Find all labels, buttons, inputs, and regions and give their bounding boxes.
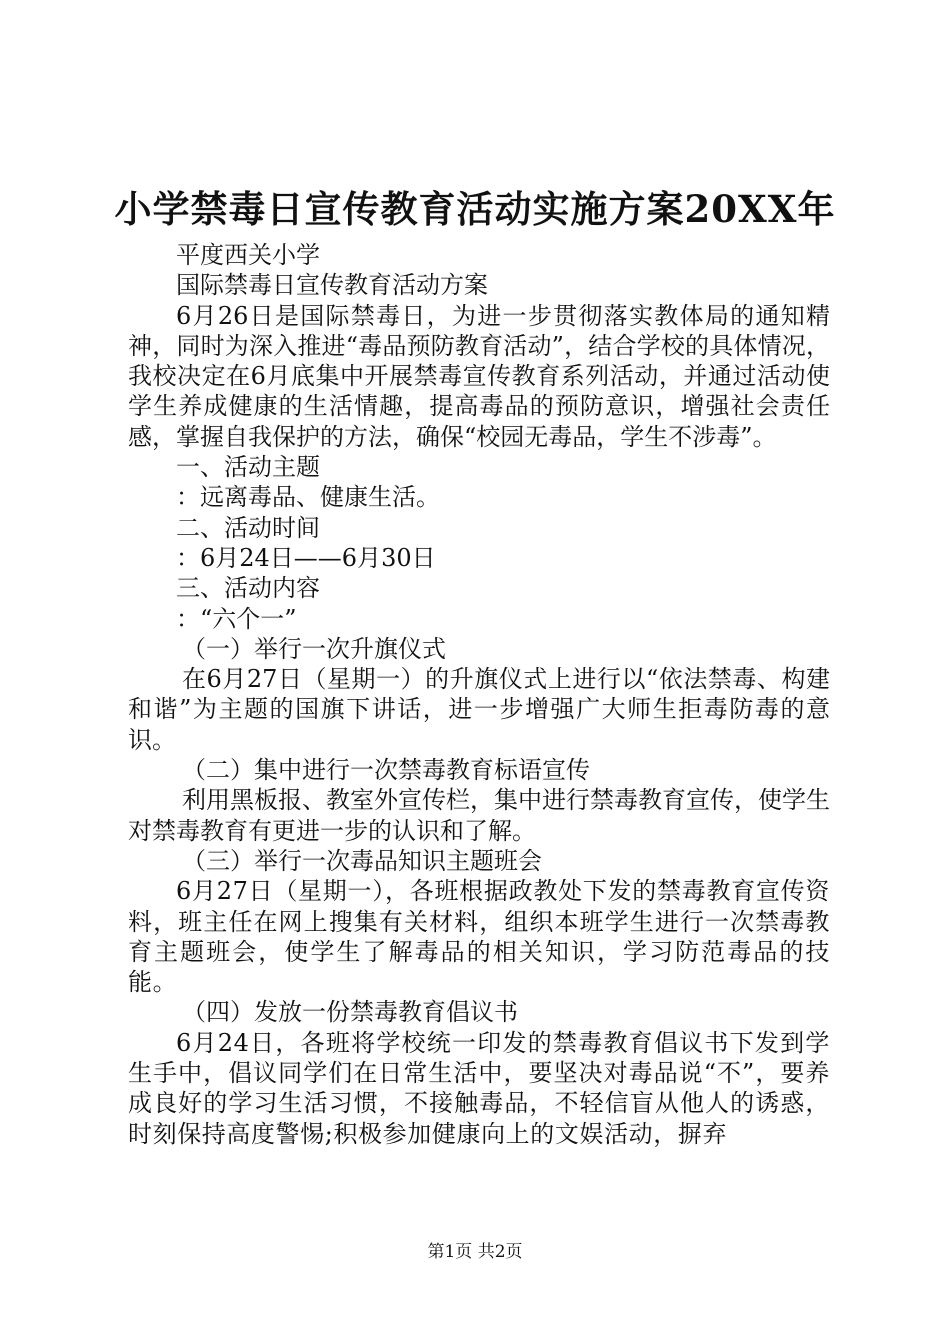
section-text-time: ：6月24日——6月30日 [176, 543, 436, 572]
page-footer: 第1页 共2页 [427, 1242, 523, 1262]
activity-heading-3: （三）举行一次毒品知识主题班会 [182, 846, 542, 875]
activity-heading-1: （一）举行一次升旗仪式 [182, 634, 446, 663]
section-text-content: ：“六个一” [176, 604, 297, 633]
section-heading-time: 二、活动时间 [176, 513, 320, 542]
section-text-theme: ：远离毒品、健康生活。 [176, 483, 440, 512]
section-heading-content: 三、活动内容 [176, 574, 320, 603]
section-heading-theme: 一、活动主题 [176, 453, 320, 482]
activity-text-2: 利用黑板报、教室外宣传栏，集中进行禁毒教育宣传，使学生对禁毒教育有更进一步的认识和了解。 [128, 786, 830, 845]
intro-paragraph: 6月26日是国际禁毒日，为进一步贯彻落实教体局的通知精神，同时为深入推进“毒品预防教育活动”，结合学校的具体情况，我校决定在6月底集中开展禁毒宣传教育系列活动，并通过活动使学生养成健康的生活情趣，提高毒品的预防意识，增强社会责任感，掌握自我保护的方法，确保“校园无毒品，学生不涉毒”。 [128, 301, 830, 451]
activity-text-1: 在6月27日（星期一）的升旗仪式上进行以“依法禁毒、构建和谐”为主题的国旗下讲话，进一步增强广大师生拒毒防毒的意识。 [128, 665, 830, 754]
activity-heading-2: （二）集中进行一次禁毒教育标语宣传 [182, 756, 590, 785]
activity-text-4: 6月24日，各班将学校统一印发的禁毒教育倡议书下发到学生手中，倡议同学们在日常生活中，要坚决对毒品说“不”，要养成良好的学习生活习惯，不接触毒品，不轻信盲从他人的诱惑，时刻保持高度警惕;积极参加健康向上的文娱活动，摒弃 [128, 1028, 830, 1148]
document-subtitle: 国际禁毒日宣传教育活动方案 [176, 271, 488, 300]
document-title: 小学禁毒日宣传教育活动实施方案20XX年 [114, 187, 836, 231]
school-name: 平度西关小学 [176, 241, 320, 269]
activity-heading-4: （四）发放一份禁毒教育倡议书 [182, 998, 518, 1027]
activity-text-3: 6月27日（星期一），各班根据政教处下发的禁毒教育宣传资料，班主任在网上搜集有关材料，组织本班学生进行一次禁毒教育主题班会，使学生了解毒品的相关知识，学习防范毒品的技能。 [128, 877, 830, 997]
document-body [128, 240, 830, 1149]
